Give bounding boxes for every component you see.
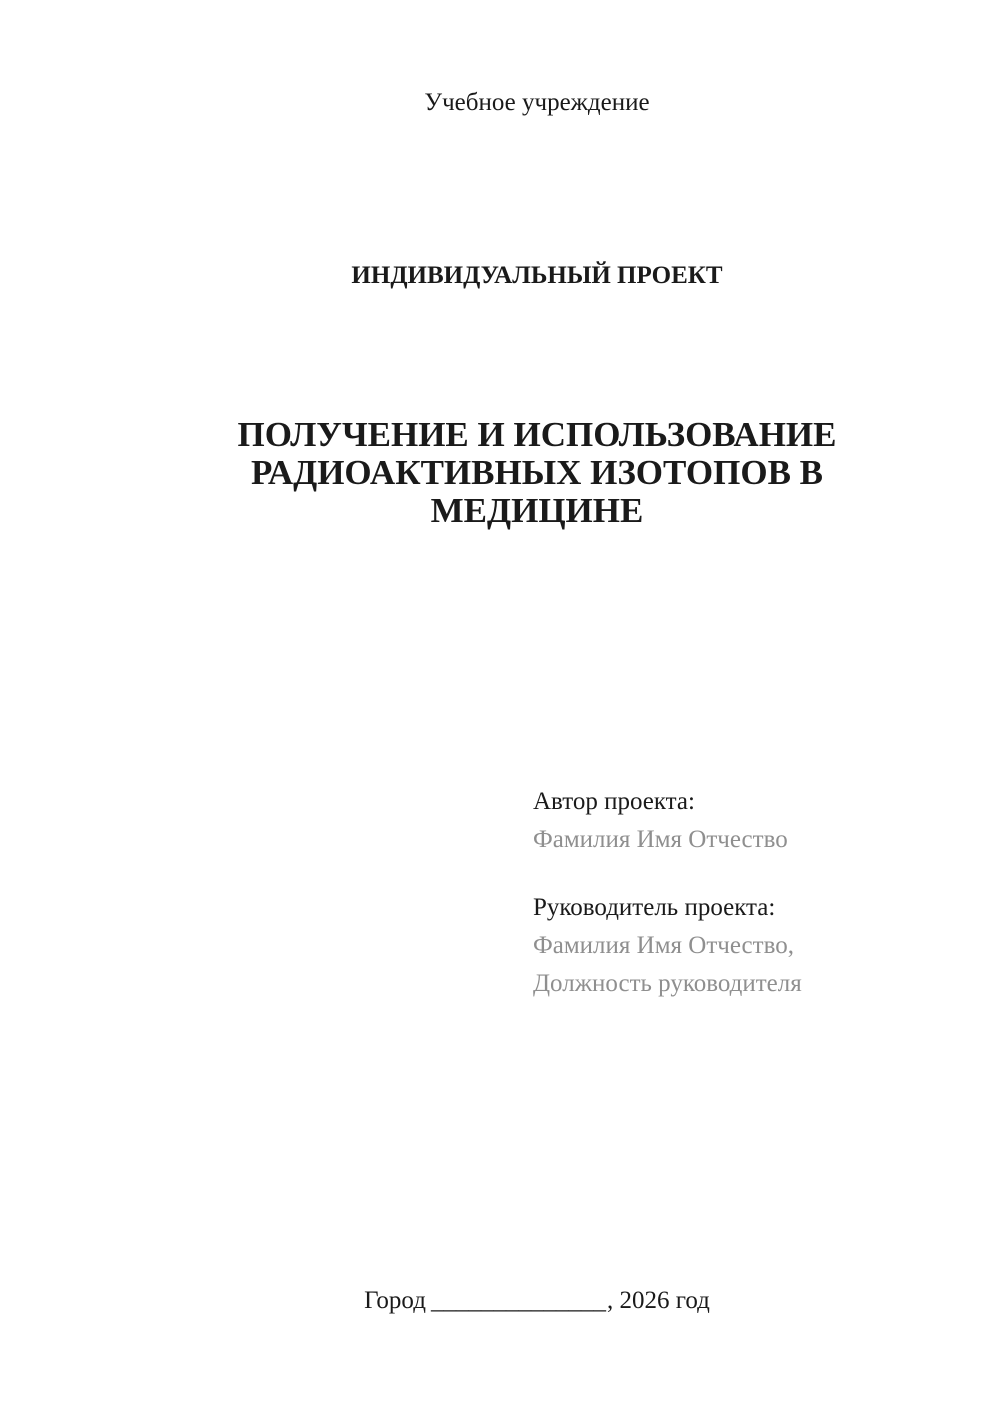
author-name-placeholder: Фамилия Имя Отчество bbox=[533, 826, 788, 853]
project-title: ПОЛУЧЕНИЕ И ИСПОЛЬЗОВАНИЕ РАДИОАКТИВНЫХ ИЗОТОПОВ В МЕДИЦИНЕ bbox=[237, 415, 837, 530]
year-suffix: , 2026 год bbox=[606, 1287, 710, 1314]
supervisor-position-placeholder: Должность руководителя bbox=[533, 970, 802, 997]
author-block bbox=[533, 783, 802, 859]
footer-line bbox=[74, 1282, 1000, 1320]
institution-name: Учебное учреждение bbox=[424, 89, 650, 116]
city-blank-line: ______________ bbox=[430, 1287, 606, 1314]
document-type-heading: ИНДИВИДУАЛЬНЫЙ ПРОЕКТ bbox=[351, 262, 723, 289]
city-label: Город bbox=[364, 1287, 426, 1314]
supervisor-label: Руководитель проекта: bbox=[533, 894, 776, 921]
author-label: Автор проекта: bbox=[533, 788, 695, 815]
supervisor-name-placeholder: Фамилия Имя Отчество, bbox=[533, 932, 794, 959]
supervisor-block bbox=[533, 889, 802, 1003]
credits-block bbox=[533, 783, 802, 1003]
